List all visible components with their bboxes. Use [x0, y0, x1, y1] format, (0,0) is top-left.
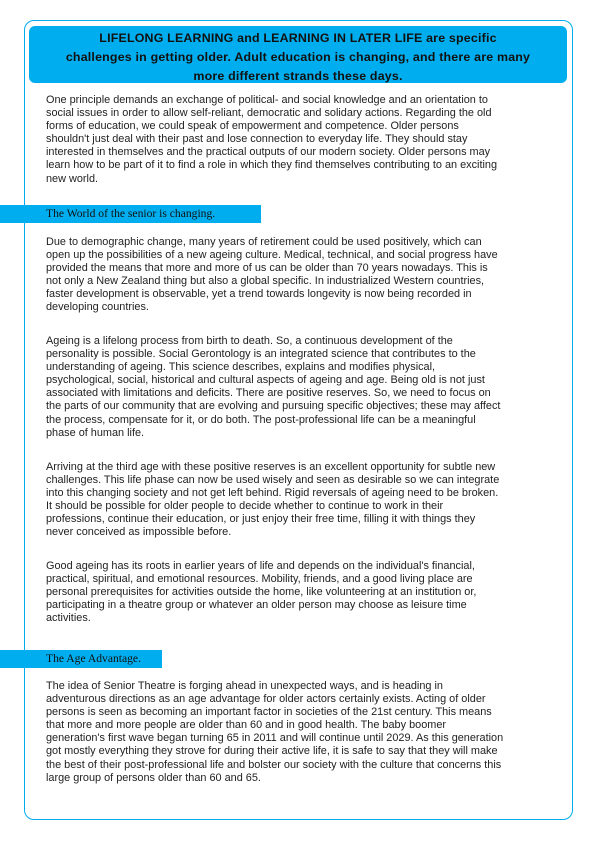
body-paragraph — [46, 236, 554, 315]
text-line: One principle demands an exchange of political- and social knowledge and an orientation to — [46, 94, 488, 106]
intro-paragraph — [46, 94, 554, 186]
text-line: forms of education, we could speak of empowerment and competence. Older persons — [46, 120, 459, 133]
text-line: personal prerequisites for activities outside the home, like volunteering at an institution or, — [46, 586, 477, 599]
text-line: never conceived as impossible before. — [46, 526, 232, 539]
text-line: Arriving at the third age with these positive reserves is an excellent opportunity for subtle new — [46, 461, 496, 473]
text-line: Due to demographic change, many years of retirement could be used positively, which can — [46, 236, 482, 248]
text-line: adventurous directions as an age advantage for older actors certainly exists. Acting of older — [46, 693, 486, 706]
text-line: persons is seen as becoming an important factor in societies of the 21st century. This means — [46, 706, 492, 719]
banner-line: more different strands these days. — [193, 69, 403, 83]
text-line: got mostly everything they strove for during their active life, it is safe to say that they will make — [46, 745, 498, 758]
text-line: understanding of ageing. This science describes, explains and modifies physical, — [46, 361, 436, 374]
text-line: the parts of our community that are evolving and pursuing specific objectives; these may affect — [46, 400, 501, 413]
body-paragraph — [46, 560, 554, 625]
body-paragraph — [46, 335, 554, 440]
text-line: the best of their post-professional life and bolster our society with the culture that concerns this — [46, 758, 502, 771]
banner-line: challenges in getting older. Adult education is changing, and there are many — [65, 50, 531, 64]
banner-line: LIFELONG LEARNING and LEARNING IN LATER LIFE are specific — [99, 31, 497, 45]
text-line: large group of persons older than 60 and 65. — [46, 771, 261, 784]
text-line: challenges. This life phase can now be used wisely and seen as desirable so we can integrate — [46, 474, 500, 487]
text-line: activities. — [46, 612, 91, 625]
text-line: Ageing is a lifelong process from birth to death. So, a continuous development of the — [46, 335, 453, 347]
text-line: Good ageing has its roots in earlier years of life and depends on the individual's financial, — [46, 560, 475, 572]
text-line: that more and more people are older than 60 and in good health. The baby boomer — [46, 719, 447, 732]
text-line: The idea of Senior Theatre is forging ahead in unexpected ways, and is heading in — [46, 680, 443, 692]
text-line: participating in a theatre group or whatever an older person may choose as leisure time — [46, 599, 467, 612]
section-heading-age-advantage: The Age Advantage. — [46, 652, 141, 665]
text-line: into this changing society and not get left behind. Rigid reversals of ageing need to be broken. — [46, 487, 499, 500]
text-line: interested in themselves and the practical outputs of our modern society. Older persons may — [46, 146, 491, 159]
text-line: faster development is observable, yet a trend towards longevity is now being recorded in — [46, 288, 472, 301]
text-line: not only a New Zealand thing but also a global specific. In industrialized Western countries, — [46, 275, 485, 288]
text-line: social issues in order to allow self-reliant, democratic and solidary actions. Regarding the old — [46, 107, 492, 120]
text-line: psychological, social, historical and cultural aspects of ageing and age. Being old is not just — [46, 374, 485, 387]
text-line: open up the possibilities of a new ageing culture. Medical, technical, and social progress have — [46, 249, 498, 262]
body-paragraph — [46, 461, 554, 540]
text-line: personality is possible. Social Gerontology is an integrated science that contributes to the — [46, 348, 476, 361]
text-line: the process, compensate for it, or do both. The post-professional life can be a meaningful — [46, 413, 476, 426]
text-line: associated with limitations and deficits. There are positive reserves. So, we need to focus on — [46, 387, 491, 400]
text-line: practical, spiritual, and emotional resources. Mobility, friends, and a good living place are — [46, 573, 473, 586]
text-line: generation's first wave began turning 65 in 2011 and will continue until 2029. As this generation — [46, 732, 504, 745]
text-line: It should be possible for older people to decide whether to continue to work in their — [46, 500, 444, 513]
text-line: developing countries. — [46, 301, 149, 314]
text-line: professions, continue their education, or just enjoy their free time, filling it with things they — [46, 513, 476, 526]
text-line: shouldn't just deal with their past and lose connection to everyday life. They should stay — [46, 133, 468, 146]
text-line: new world. — [46, 172, 99, 185]
text-line: learn how to be part of it to find a role in which they find themselves contributing to an exciting — [46, 159, 498, 172]
section-heading-world: The World of the senior is changing. — [46, 207, 216, 220]
text-line: phase of human life. — [46, 426, 145, 439]
title-banner — [29, 26, 567, 83]
body-paragraph — [46, 680, 554, 785]
text-line: provided the means that more and more of us can be older than 70 years nowadays. This is — [46, 262, 488, 275]
